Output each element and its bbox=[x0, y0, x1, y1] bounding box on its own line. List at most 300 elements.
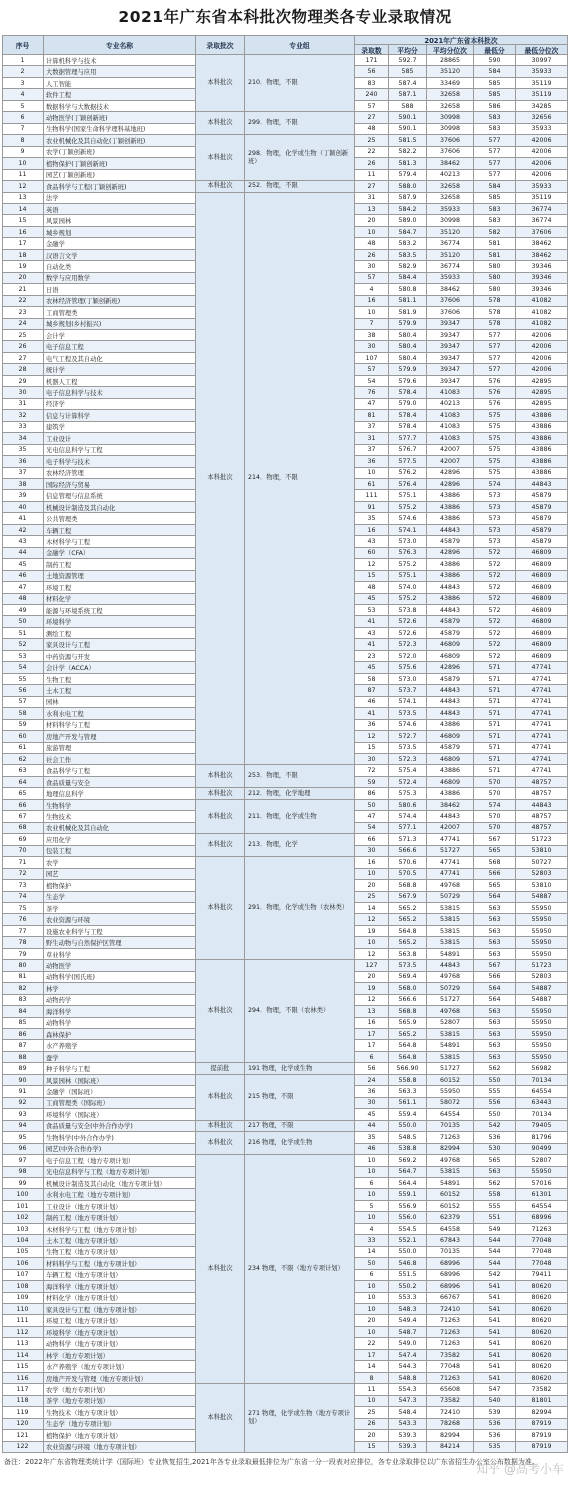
row-index: 98 bbox=[2, 1167, 44, 1178]
row-major-name: 园艺(中外合作办学) bbox=[44, 1144, 196, 1155]
row-index: 85 bbox=[2, 1018, 44, 1029]
row-avg: 573.7 bbox=[389, 685, 427, 696]
row-avg: 564.4 bbox=[389, 1178, 427, 1189]
row-avg: 572.7 bbox=[389, 731, 427, 742]
row-min-rank: 43886 bbox=[516, 410, 568, 421]
group-requirement: 298．物理，化学或生物（丁颖创新班） bbox=[245, 135, 355, 181]
row-min: 590 bbox=[474, 55, 516, 66]
row-min-rank: 48757 bbox=[516, 823, 568, 834]
row-min: 577 bbox=[474, 170, 516, 181]
footnote: 备注：2022年广东省物理类统计学（国际班）专业恢复招生,2021年各专业录取最低排位为广东省一分一段表对应排位，各专业录取排位以广东省招生办公室公布数据为准。 bbox=[4, 1458, 539, 1466]
row-count: 41 bbox=[355, 616, 389, 627]
row-index: 61 bbox=[2, 743, 44, 754]
row-major-name: 会计学（ACCA） bbox=[44, 662, 196, 673]
row-major-name: 地理信息科学 bbox=[44, 788, 196, 799]
row-index: 81 bbox=[2, 972, 44, 983]
group-requirement: 210．物理，不限 bbox=[245, 55, 355, 112]
row-major-name: 农林经济管理 bbox=[44, 468, 196, 479]
row-count: 38 bbox=[355, 330, 389, 341]
row-min: 544 bbox=[474, 1235, 516, 1246]
row-count: 56 bbox=[355, 66, 389, 77]
row-avg-rank: 53815 bbox=[427, 937, 474, 948]
row-avg-rank: 30998 bbox=[427, 215, 474, 226]
row-avg: 584.2 bbox=[389, 204, 427, 215]
group-requirement: 216 物理，化学或生物 bbox=[245, 1132, 355, 1155]
row-min: 574 bbox=[474, 479, 516, 490]
row-min: 547 bbox=[474, 1384, 516, 1395]
row-min-rank: 39346 bbox=[516, 261, 568, 272]
row-index: 114 bbox=[2, 1350, 44, 1361]
row-avg-rank: 45879 bbox=[427, 674, 474, 685]
row-avg-rank: 43886 bbox=[427, 720, 474, 731]
row-avg: 584.4 bbox=[389, 273, 427, 284]
row-avg-rank: 32658 bbox=[427, 181, 474, 192]
row-avg: 583.5 bbox=[389, 250, 427, 261]
row-index: 117 bbox=[2, 1384, 44, 1395]
group-batch: 本科批次 bbox=[196, 1155, 245, 1384]
row-avg: 565.2 bbox=[389, 903, 427, 914]
row-major-name: 软件工程 bbox=[44, 89, 196, 100]
row-major-name: 公共管理类 bbox=[44, 513, 196, 524]
row-avg-rank: 73582 bbox=[427, 1350, 474, 1361]
row-major-name: 材料科学与工程 bbox=[44, 720, 196, 731]
row-avg-rank: 35120 bbox=[427, 227, 474, 238]
row-index: 25 bbox=[2, 330, 44, 341]
row-min: 567 bbox=[474, 960, 516, 971]
row-avg-rank: 43886 bbox=[427, 571, 474, 582]
row-min-rank: 44843 bbox=[516, 800, 568, 811]
row-min-rank: 46809 bbox=[516, 651, 568, 662]
row-count: 44 bbox=[355, 1121, 389, 1132]
group-requirement: 217 物理，不限 bbox=[245, 1121, 355, 1132]
row-count: 15 bbox=[355, 743, 389, 754]
row-min-rank: 38462 bbox=[516, 250, 568, 261]
row-count: 31 bbox=[355, 193, 389, 204]
row-min-rank: 38462 bbox=[516, 238, 568, 249]
row-count: 48 bbox=[355, 582, 389, 593]
row-avg-rank: 41083 bbox=[427, 387, 474, 398]
row-index: 35 bbox=[2, 445, 44, 456]
row-avg: 569.2 bbox=[389, 1155, 427, 1166]
row-avg-rank: 42007 bbox=[427, 823, 474, 834]
row-avg-rank: 41083 bbox=[427, 433, 474, 444]
row-major-name: 动物医学(丁颖创新班) bbox=[44, 112, 196, 123]
row-min: 572 bbox=[474, 605, 516, 616]
row-count: 26 bbox=[355, 250, 389, 261]
row-min: 575 bbox=[474, 422, 516, 433]
row-min-rank: 52807 bbox=[516, 1155, 568, 1166]
row-count: 19 bbox=[355, 926, 389, 937]
row-min: 572 bbox=[474, 639, 516, 650]
row-min: 549 bbox=[474, 1224, 516, 1235]
group-requirement: 271 物理，化学或生物（地方专项计划） bbox=[245, 1384, 355, 1453]
header-name: 专业名称 bbox=[44, 35, 196, 55]
row-index: 118 bbox=[2, 1396, 44, 1407]
row-avg-rank: 42896 bbox=[427, 468, 474, 479]
group-requirement: 212．物理，化学地理 bbox=[245, 788, 355, 799]
row-index: 55 bbox=[2, 674, 44, 685]
row-index: 9 bbox=[2, 147, 44, 158]
row-index: 11 bbox=[2, 170, 44, 181]
row-major-name: 社会工作 bbox=[44, 754, 196, 765]
row-major-name: 生态学（地方专项计划） bbox=[44, 1419, 196, 1430]
row-count: 10 bbox=[355, 1189, 389, 1200]
group-requirement: 253．物理，不限 bbox=[245, 765, 355, 788]
row-count: 111 bbox=[355, 490, 389, 501]
row-min-rank: 47741 bbox=[516, 674, 568, 685]
row-major-name: 农业资源与环境 bbox=[44, 914, 196, 925]
row-avg: 558.8 bbox=[389, 1075, 427, 1086]
row-min-rank: 55950 bbox=[516, 914, 568, 925]
row-avg-rank: 46809 bbox=[427, 731, 474, 742]
row-count: 30 bbox=[355, 1098, 389, 1109]
row-major-name: 生物技术（地方专项计划） bbox=[44, 1407, 196, 1418]
row-avg: 550.0 bbox=[389, 1121, 427, 1132]
row-avg-rank: 43886 bbox=[427, 559, 474, 570]
row-min: 571 bbox=[474, 731, 516, 742]
row-min: 583 bbox=[474, 204, 516, 215]
row-major-name: 水产养殖学 bbox=[44, 1040, 196, 1051]
row-avg: 550.0 bbox=[389, 1247, 427, 1258]
row-avg: 572.4 bbox=[389, 777, 427, 788]
row-min: 541 bbox=[474, 1293, 516, 1304]
row-index: 107 bbox=[2, 1270, 44, 1281]
row-index: 74 bbox=[2, 892, 44, 903]
row-avg: 581.5 bbox=[389, 135, 427, 146]
row-min-rank: 42006 bbox=[516, 353, 568, 364]
row-count: 10 bbox=[355, 468, 389, 479]
row-index: 60 bbox=[2, 731, 44, 742]
row-avg-rank: 40213 bbox=[427, 399, 474, 410]
row-major-name: 制药工程（地方专项计划） bbox=[44, 1212, 196, 1223]
row-count: 60 bbox=[355, 548, 389, 559]
row-major-name: 国际经济与贸易 bbox=[44, 479, 196, 490]
row-avg-rank: 43886 bbox=[427, 594, 474, 605]
row-avg-rank: 42896 bbox=[427, 662, 474, 673]
row-avg: 539.3 bbox=[389, 1430, 427, 1441]
row-major-name: 环境科学（地方专项计划） bbox=[44, 1327, 196, 1338]
row-min-rank: 42006 bbox=[516, 135, 568, 146]
row-avg-rank: 39347 bbox=[427, 353, 474, 364]
row-count: 25 bbox=[355, 1407, 389, 1418]
row-avg: 556.0 bbox=[389, 1212, 427, 1223]
row-count: 36 bbox=[355, 720, 389, 731]
row-index: 83 bbox=[2, 995, 44, 1006]
row-min: 563 bbox=[474, 1167, 516, 1178]
row-min-rank: 42895 bbox=[516, 376, 568, 387]
row-major-name: 信息管理与信息系统 bbox=[44, 490, 196, 501]
row-avg: 548.8 bbox=[389, 1373, 427, 1384]
row-avg-rank: 47741 bbox=[427, 834, 474, 845]
row-major-name: 森林保护 bbox=[44, 1029, 196, 1040]
row-avg-rank: 40213 bbox=[427, 170, 474, 181]
row-min-rank: 80620 bbox=[516, 1373, 568, 1384]
row-count: 5 bbox=[355, 1201, 389, 1212]
row-avg: 575.2 bbox=[389, 594, 427, 605]
row-major-name: 海洋科学 bbox=[44, 1006, 196, 1017]
row-major-name: 水利水电工程（地方专项计划） bbox=[44, 1189, 196, 1200]
row-major-name: 生态学 bbox=[44, 892, 196, 903]
row-min-rank: 82994 bbox=[516, 1407, 568, 1418]
row-index: 113 bbox=[2, 1338, 44, 1349]
row-count: 10 bbox=[355, 937, 389, 948]
row-count: 83 bbox=[355, 78, 389, 89]
row-avg-rank: 53815 bbox=[427, 1167, 474, 1178]
row-avg: 572.6 bbox=[389, 628, 427, 639]
row-index: 49 bbox=[2, 605, 44, 616]
row-avg: 570.6 bbox=[389, 857, 427, 868]
row-index: 102 bbox=[2, 1212, 44, 1223]
row-count: 41 bbox=[355, 639, 389, 650]
row-min-rank: 64554 bbox=[516, 1086, 568, 1097]
row-index: 111 bbox=[2, 1315, 44, 1326]
watermark: 知乎 @高考小车 bbox=[476, 1462, 564, 1476]
row-min-rank: 46809 bbox=[516, 639, 568, 650]
row-avg: 576.2 bbox=[389, 468, 427, 479]
row-min-rank: 46809 bbox=[516, 616, 568, 627]
row-avg-rank: 50729 bbox=[427, 892, 474, 903]
row-min: 551 bbox=[474, 1212, 516, 1223]
row-index: 2 bbox=[2, 66, 44, 77]
row-min-rank: 51723 bbox=[516, 834, 568, 845]
row-avg-rank: 72410 bbox=[427, 1304, 474, 1315]
row-index: 20 bbox=[2, 273, 44, 284]
row-avg-rank: 43886 bbox=[427, 765, 474, 776]
row-major-name: 人工智能 bbox=[44, 78, 196, 89]
row-avg-rank: 51727 bbox=[427, 995, 474, 1006]
group-batch: 本科批次 bbox=[196, 135, 245, 181]
row-count: 17 bbox=[355, 1040, 389, 1051]
row-major-name: 电气工程及其自动化 bbox=[44, 353, 196, 364]
row-avg: 551.5 bbox=[389, 1270, 427, 1281]
row-min: 585 bbox=[474, 89, 516, 100]
row-count: 37 bbox=[355, 422, 389, 433]
row-min-rank: 45879 bbox=[516, 513, 568, 524]
row-min-rank: 47741 bbox=[516, 662, 568, 673]
row-min-rank: 45879 bbox=[516, 490, 568, 501]
row-min-rank: 43886 bbox=[516, 422, 568, 433]
row-avg-rank: 32658 bbox=[427, 193, 474, 204]
row-count: 81 bbox=[355, 410, 389, 421]
row-min-rank: 77048 bbox=[516, 1235, 568, 1246]
row-avg-rank: 32658 bbox=[427, 89, 474, 100]
group-requirement: 252．物理，不限 bbox=[245, 181, 355, 192]
row-count: 50 bbox=[355, 1258, 389, 1269]
row-avg: 575.3 bbox=[389, 788, 427, 799]
row-avg: 563.3 bbox=[389, 1086, 427, 1097]
row-avg: 538.8 bbox=[389, 1144, 427, 1155]
row-index: 12 bbox=[2, 181, 44, 192]
row-avg-rank: 49768 bbox=[427, 1006, 474, 1017]
row-avg: 566.6 bbox=[389, 995, 427, 1006]
row-min-rank: 47741 bbox=[516, 754, 568, 765]
row-min: 562 bbox=[474, 1063, 516, 1074]
row-min: 555 bbox=[474, 1086, 516, 1097]
row-major-name: 生物科学 bbox=[44, 800, 196, 811]
row-min: 580 bbox=[474, 284, 516, 295]
row-avg: 579.9 bbox=[389, 319, 427, 330]
row-count: 46 bbox=[355, 1144, 389, 1155]
row-avg-rank: 44843 bbox=[427, 605, 474, 616]
row-index: 91 bbox=[2, 1086, 44, 1097]
row-min-rank: 55950 bbox=[516, 949, 568, 960]
row-min: 566 bbox=[474, 869, 516, 880]
row-min: 577 bbox=[474, 330, 516, 341]
row-avg: 568.0 bbox=[389, 983, 427, 994]
row-major-name: 机器人工程 bbox=[44, 376, 196, 387]
row-count: 4 bbox=[355, 1224, 389, 1235]
row-min-rank: 42006 bbox=[516, 341, 568, 352]
row-min-rank: 57016 bbox=[516, 1178, 568, 1189]
row-count: 14 bbox=[355, 1247, 389, 1258]
row-min-rank: 87919 bbox=[516, 1442, 568, 1453]
row-avg-rank: 46809 bbox=[427, 639, 474, 650]
row-avg-rank: 67843 bbox=[427, 1235, 474, 1246]
row-min-rank: 42006 bbox=[516, 147, 568, 158]
row-avg: 580.4 bbox=[389, 330, 427, 341]
row-index: 110 bbox=[2, 1304, 44, 1315]
row-avg-rank: 46809 bbox=[427, 754, 474, 765]
row-min-rank: 70134 bbox=[516, 1109, 568, 1120]
row-index: 26 bbox=[2, 341, 44, 352]
row-avg: 590.1 bbox=[389, 124, 427, 135]
row-min-rank: 52803 bbox=[516, 972, 568, 983]
row-avg-rank: 51727 bbox=[427, 1063, 474, 1074]
row-major-name: 法学 bbox=[44, 193, 196, 204]
row-major-name: 日语 bbox=[44, 284, 196, 295]
group-batch: 本科批次 bbox=[196, 1121, 245, 1132]
row-min-rank: 45879 bbox=[516, 525, 568, 536]
row-major-name: 环境工程 bbox=[44, 582, 196, 593]
group-batch: 本科批次 bbox=[196, 1384, 245, 1453]
row-avg-rank: 50729 bbox=[427, 983, 474, 994]
row-avg-rank: 45879 bbox=[427, 628, 474, 639]
row-avg-rank: 39347 bbox=[427, 330, 474, 341]
row-major-name: 水产养殖学（地方专项计划） bbox=[44, 1361, 196, 1372]
row-avg: 581.3 bbox=[389, 158, 427, 169]
row-major-name: 车辆工程 bbox=[44, 525, 196, 536]
row-min: 563 bbox=[474, 914, 516, 925]
row-min: 541 bbox=[474, 1338, 516, 1349]
row-min-rank: 55950 bbox=[516, 1040, 568, 1051]
row-index: 93 bbox=[2, 1109, 44, 1120]
row-min: 562 bbox=[474, 1178, 516, 1189]
row-count: 20 bbox=[355, 1315, 389, 1326]
row-major-name: 土木工程（地方专项计划） bbox=[44, 1235, 196, 1246]
row-min-rank: 47741 bbox=[516, 685, 568, 696]
row-count: 22 bbox=[355, 147, 389, 158]
header-min: 最低分 bbox=[474, 45, 516, 55]
row-index: 27 bbox=[2, 353, 44, 364]
row-major-name: 数学与应用数学 bbox=[44, 273, 196, 284]
row-min-rank: 80620 bbox=[516, 1361, 568, 1372]
row-major-name: 电子信息工程 bbox=[44, 341, 196, 352]
row-min: 585 bbox=[474, 193, 516, 204]
row-avg: 553.3 bbox=[389, 1293, 427, 1304]
row-min: 573 bbox=[474, 502, 516, 513]
row-min: 544 bbox=[474, 1247, 516, 1258]
group-batch: 本科批次 bbox=[196, 1132, 245, 1155]
row-min: 536 bbox=[474, 1132, 516, 1143]
row-min: 578 bbox=[474, 296, 516, 307]
row-index: 96 bbox=[2, 1144, 44, 1155]
row-avg: 582.2 bbox=[389, 147, 427, 158]
group-batch: 本科批次 bbox=[196, 181, 245, 192]
row-min: 572 bbox=[474, 628, 516, 639]
row-avg: 559.1 bbox=[389, 1189, 427, 1200]
row-count: 30 bbox=[355, 754, 389, 765]
row-count: 13 bbox=[355, 204, 389, 215]
row-min: 575 bbox=[474, 445, 516, 456]
row-avg-rank: 46809 bbox=[427, 777, 474, 788]
row-major-name: 农学(丁颖创新班) bbox=[44, 147, 196, 158]
row-min-rank: 53810 bbox=[516, 846, 568, 857]
row-avg: 583.2 bbox=[389, 238, 427, 249]
row-min-rank: 35119 bbox=[516, 89, 568, 100]
row-min: 544 bbox=[474, 1258, 516, 1269]
row-avg-rank: 53815 bbox=[427, 926, 474, 937]
row-avg: 587.1 bbox=[389, 89, 427, 100]
row-major-name: 植物保护（地方专项计划） bbox=[44, 1430, 196, 1441]
row-avg: 579.4 bbox=[389, 170, 427, 181]
row-count: 46 bbox=[355, 697, 389, 708]
row-min-rank: 71263 bbox=[516, 1224, 568, 1235]
row-min-rank: 41082 bbox=[516, 296, 568, 307]
row-index: 39 bbox=[2, 490, 44, 501]
row-index: 68 bbox=[2, 823, 44, 834]
row-major-name: 木材科学与工程（地方专项计划） bbox=[44, 1224, 196, 1235]
row-avg-rank: 36774 bbox=[427, 238, 474, 249]
row-avg: 568.8 bbox=[389, 880, 427, 891]
row-major-name: 中药资源与开发 bbox=[44, 651, 196, 662]
row-min-rank: 79405 bbox=[516, 1121, 568, 1132]
group-requirement: 215 物理，不限 bbox=[245, 1075, 355, 1121]
row-min-rank: 46809 bbox=[516, 582, 568, 593]
row-avg: 572.0 bbox=[389, 651, 427, 662]
row-min-rank: 44843 bbox=[516, 479, 568, 490]
row-avg-rank: 35120 bbox=[427, 66, 474, 77]
row-avg: 573.5 bbox=[389, 743, 427, 754]
header-avg: 平均分 bbox=[389, 45, 427, 55]
row-avg-rank: 45879 bbox=[427, 743, 474, 754]
row-min-rank: 61301 bbox=[516, 1189, 568, 1200]
row-count: 171 bbox=[355, 55, 389, 66]
row-major-name: 电子信息科学与技术 bbox=[44, 387, 196, 398]
row-index: 58 bbox=[2, 708, 44, 719]
row-min: 530 bbox=[474, 1144, 516, 1155]
row-count: 6 bbox=[355, 1178, 389, 1189]
group-batch: 本科批次 bbox=[196, 112, 245, 135]
row-avg-rank: 49768 bbox=[427, 880, 474, 891]
row-avg-rank: 82994 bbox=[427, 1144, 474, 1155]
row-avg-rank: 44843 bbox=[427, 697, 474, 708]
row-min-rank: 80620 bbox=[516, 1327, 568, 1338]
header-idx: 序号 bbox=[2, 35, 44, 55]
row-count: 12 bbox=[355, 559, 389, 570]
row-avg: 575.1 bbox=[389, 490, 427, 501]
row-major-name: 草业科学 bbox=[44, 949, 196, 960]
row-count: 48 bbox=[355, 238, 389, 249]
row-min-rank: 35933 bbox=[516, 181, 568, 192]
row-min: 564 bbox=[474, 995, 516, 1006]
row-min-rank: 80620 bbox=[516, 1293, 568, 1304]
row-count: 76 bbox=[355, 387, 389, 398]
group-batch: 本科批次 bbox=[196, 834, 245, 857]
row-index: 50 bbox=[2, 616, 44, 627]
row-count: 58 bbox=[355, 674, 389, 685]
row-min: 583 bbox=[474, 124, 516, 135]
row-avg: 572.6 bbox=[389, 616, 427, 627]
